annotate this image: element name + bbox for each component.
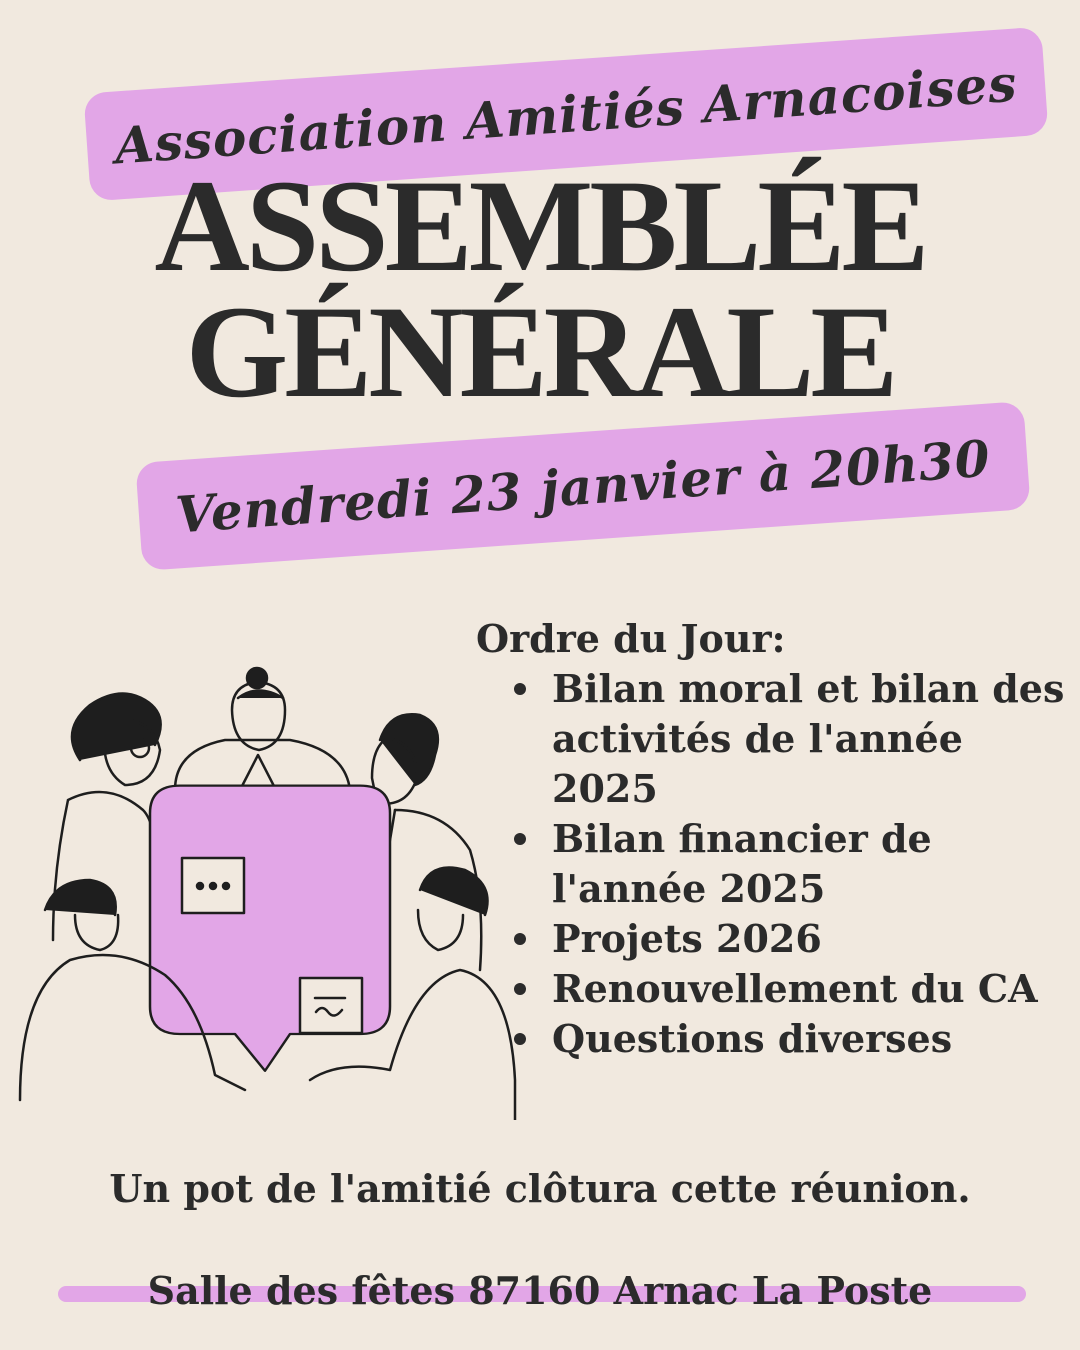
scribble-note-icon (300, 978, 362, 1033)
venue: Salle des fêtes 87160 Arnac La Poste (147, 1268, 933, 1313)
title-line-1: ASSEMBLÉE (154, 152, 926, 299)
agenda (476, 618, 1066, 1064)
association-name: Association Amitiés Arnacoises (112, 53, 1020, 175)
closing-note: Un pot de l'amitié clôtura cette réunion. (109, 1166, 971, 1211)
ellipsis-speech-icon (182, 858, 244, 913)
agenda-list (476, 664, 1066, 1064)
agenda-heading: Ordre du Jour: (476, 616, 786, 661)
date-banner (135, 401, 1030, 571)
agenda-item: Questions diverses (476, 1014, 1066, 1064)
agenda-item: Bilan financier de l'année 2025 (476, 814, 1066, 914)
agenda-item: Bilan moral et bilan des activités de l'année 2025 (476, 664, 1066, 814)
people-meeting-illustration (10, 660, 530, 1120)
event-date: Vendredi 23 janvier à 20h30 (173, 428, 993, 544)
title-line-2: GÉNÉRALE (185, 278, 895, 425)
agenda-item: Renouvellement du CA (476, 964, 1066, 1014)
agenda-item: Projets 2026 (476, 914, 1066, 964)
